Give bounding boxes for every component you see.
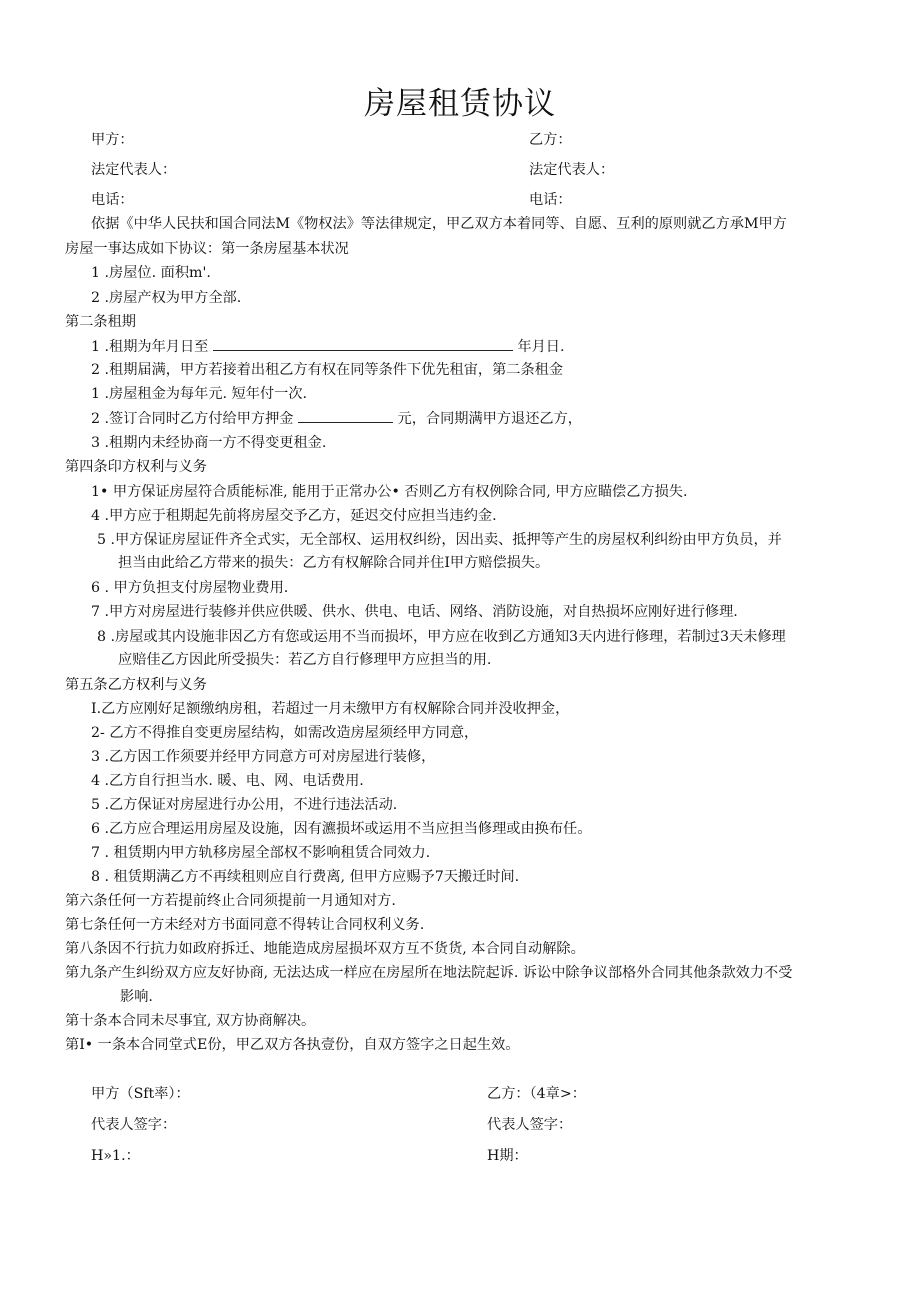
preamble-line-1: 依据《中华人民扶和国合同法M《物权法》等法律规定，甲乙双方本着同等、自愿、互利的原则就乙方承M甲方	[91, 216, 787, 232]
article-2-item-1	[91, 336, 564, 357]
article-5-heading: 第五条乙方权利与义务	[65, 677, 207, 693]
article-4-item-5-line-2: 担当由此给乙方带来的损失：乙方有权解除合同并住I甲方赔偿损失。	[118, 555, 550, 571]
article-5-item-3: 3 .乙方因工作须要并经甲方同意方可对房屋进行装修，	[91, 749, 436, 765]
signature-party-a-rep: 代表人签字：	[91, 1117, 177, 1133]
signature-party-b-rep: 代表人签字：	[487, 1117, 573, 1133]
deposit-blank	[298, 408, 393, 423]
article-5-item-4: 4 .乙方自行担当水. 暖、电、网、电话费用.	[91, 773, 364, 789]
article-3-item-2	[91, 408, 582, 429]
article-9-line-2: 影响.	[120, 989, 153, 1005]
article-4-item-8-line-2: 应赔佳乙方因此所受损失：若乙方自行修理甲方应担当的用.	[118, 652, 492, 668]
article-5-item-8: 8 . 租赁期满乙方不再续租则应自行费离, 但甲方应赐予7天搬迁时间.	[91, 869, 520, 885]
article-4-item-7: 7 .甲方对房屋进行装修并供应供暖、供水、供电、电话、网络、消防设施，对自热损坏应刚好进行修理.	[91, 604, 738, 620]
article-7: 第七条任何一方未经对方书面同意不得转让合同权利义务.	[65, 917, 425, 933]
lease-term-start: 1 .租期为年月日至	[91, 339, 209, 355]
article-5-item-7: 7 . 租赁期内甲方轨移房屋全部权不影响租赁合同效力.	[91, 845, 431, 861]
document-title: 房屋租赁协议	[364, 86, 556, 122]
article-1-item-2: 2 .房屋产权为甲方全部.	[91, 290, 242, 306]
article-11: 第I• 一条本合同堂式E份，甲乙双方各执壹份，自双方签字之日起生效。	[65, 1037, 520, 1053]
article-4-item-6: 6 . 甲方负担支付房屋物业费用.	[91, 580, 289, 596]
signature-party-a-date: H»1.：	[91, 1148, 140, 1164]
preamble-line-2: 房屋一事达成如下协议：第一条房屋基本状况	[65, 241, 349, 257]
lease-term-blank	[213, 336, 513, 351]
article-6: 第六条任何一方若提前终止合同须提前一月通知对方.	[65, 893, 396, 909]
article-5-item-2: 2- 乙方不得推自变更房屋结构，如需改造房屋须经甲方同意，	[91, 725, 479, 741]
signature-party-b: 乙方：（4章>：	[487, 1086, 586, 1102]
party-a-representative: 法定代表人：	[91, 162, 177, 178]
article-5-item-6: 6 .乙方应合理运用房屋及设施，因有瀌损坏或运用不当应担当修理或由换布任。	[91, 821, 592, 837]
article-4-item-5-line-1: 5 .甲方保证房屋证件齐全式实，无全部权、运用权纠纷，因出卖、抵押等产生的房屋权利纠纷由甲方负员，并	[97, 532, 782, 548]
party-b-representative: 法定代表人：	[529, 162, 615, 178]
article-4-heading: 第四条印方权利与义务	[65, 459, 207, 475]
signature-party-a: 甲方（Sft率）：	[91, 1086, 190, 1102]
article-4-item-8-line-1: 8 .房屋或其内设施非因乙方有您或运用不当而损坏，甲方应在收到乙方通知3天内进行修理，若制过3天未修理	[97, 629, 786, 645]
lease-term-end: 年月日.	[517, 339, 565, 355]
article-2-heading: 第二条租期	[65, 314, 136, 330]
article-9-line-1: 第九条产生纠纷双方应友好协商, 无法达成一样应在房屋所在地法院起诉. 诉讼中除争议部格外合同其他条款效力不受	[65, 965, 793, 981]
article-1-item-1: 1 .房屋位. 面积m'.	[91, 265, 211, 281]
party-b-phone: 电话：	[529, 192, 572, 208]
article-10: 第十条本合同未尽事宜, 双方协商解决。	[65, 1013, 316, 1029]
article-3-item-3: 3 .租期内未经协商一方不得变更租金.	[91, 435, 327, 451]
deposit-text-end: 元，合同期满甲方退还乙方，	[397, 411, 582, 427]
article-5-item-5: 5 .乙方保证对房屋进行办公用，不进行违法活动.	[91, 797, 398, 813]
party-b-label: 乙方：	[529, 132, 572, 148]
article-5-item-1: I.乙方应刚好足额缴纳房租，若超过一月未缴甲方有权解除合同并没收押金，	[91, 701, 570, 717]
article-4-item-4: 4 .甲方应于租期起先前将房屋交予乙方，延迟交付应担当违约金.	[91, 508, 497, 524]
article-8: 第八条因不行抗力如政府拆迁、地能造成房屋损坏双方互不货货, 本合同自动解除。	[65, 941, 585, 957]
article-2-item-2: 2 .租期届满，甲方若接着出租乙方有权在同等条件下优先租宙，第二条租金	[91, 362, 564, 378]
article-4-item-1: 1• 甲方保证房屋符合质能标准, 能用于正常办公• 否则乙方有权例除合同, 甲方应瞄偿乙方损失.	[91, 484, 688, 500]
deposit-text-start: 2 .签订合同时乙方付给甲方押金	[91, 411, 294, 427]
party-a-phone: 电话：	[91, 192, 134, 208]
article-3-item-1: 1 .房屋租金为每年元. 短年付一次.	[91, 386, 308, 402]
party-a-label: 甲方：	[91, 132, 134, 148]
signature-party-b-date: H期：	[487, 1148, 528, 1164]
